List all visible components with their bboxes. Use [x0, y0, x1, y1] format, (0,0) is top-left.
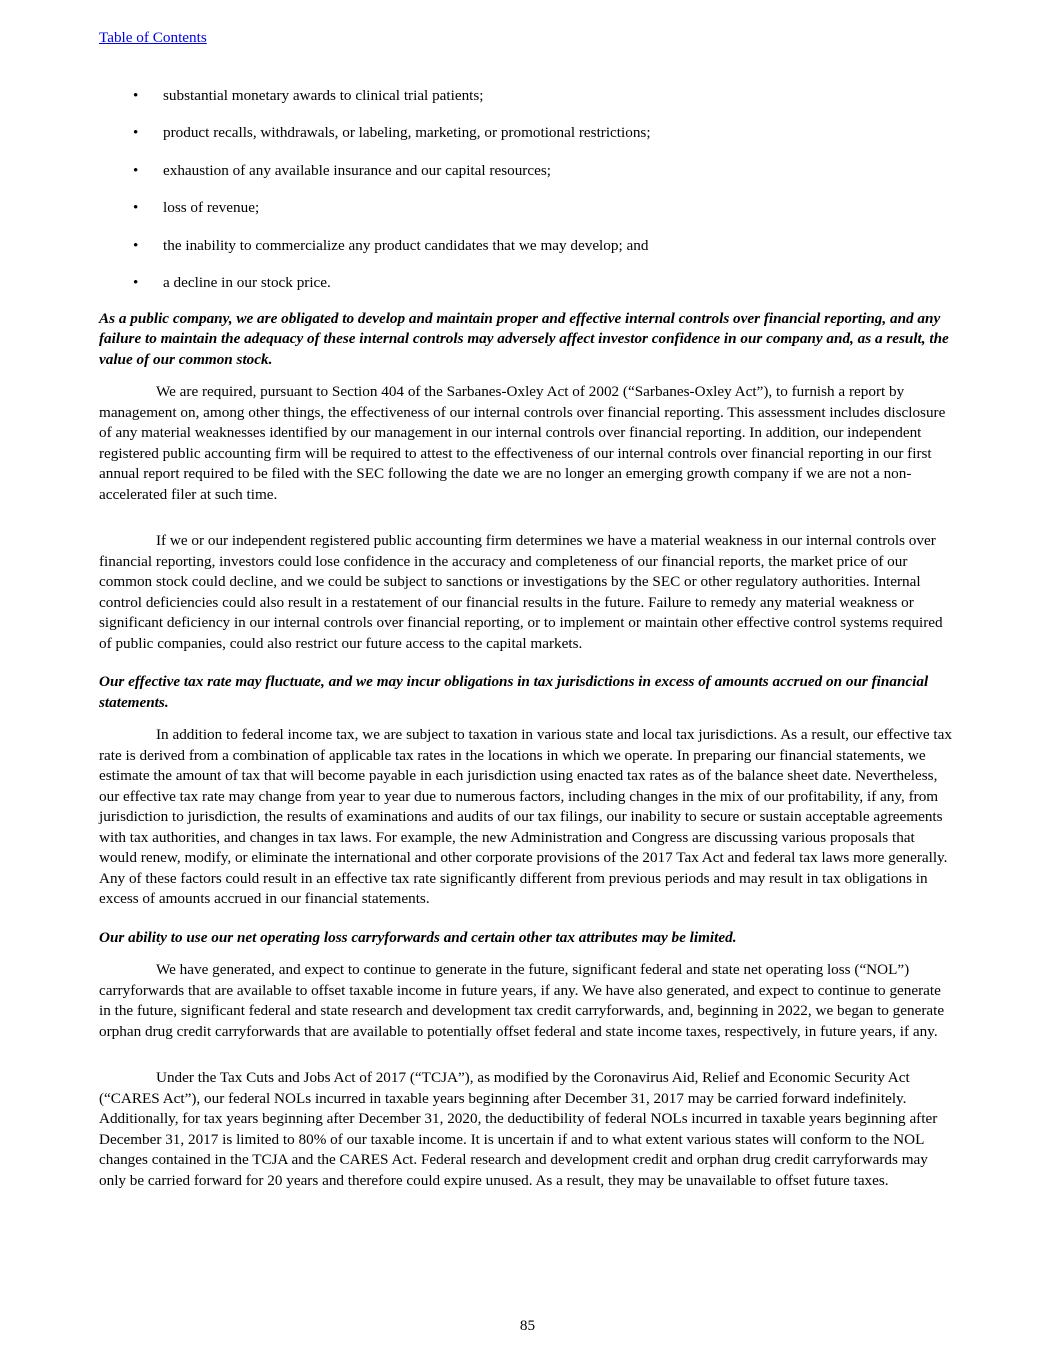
bullet-icon: •: [133, 124, 139, 141]
paragraph-tcja-cares: Under the Tax Cuts and Jobs Act of 2017 (“TCJA”), as modified by the Coronavirus Aid, Relief and Economic Security Act (“CARES Act”), our federal NOLs incurred in taxable years beginning after December 31, 2017 may be carried forward indefinitely. Additionally, for tax years beginning after December 31, 2020, the deductibility of federal NOLs incurred in taxable years beginning after December 31, 2017 is limited to 80% of our taxable income. It is uncertain if and to what extent various states will conform to the NOL changes contained in the TCJA and the CARES Act. Federal research and development credit and orphan drug credit carryforwards may only be carried forward for 20 years and therefore could expire unused. As a result, they may be unavailable to offset future taxes.: [99, 1069, 938, 1189]
bullet-icon: •: [133, 161, 139, 179]
paragraph-tax-jurisdictions: In addition to federal income tax, we are subject to taxation in various state and local tax jurisdictions. As a result, our effective tax rate is derived from a combination of applicable tax rates in the locations in which we operate. In preparing our financial statements, we estimate the amount of tax that will become payable in each jurisdiction using enacted tax rates as of the balance sheet date. Nevertheless, our effective tax rate may change from year to year due to numerous factors, including changes in the mix of our profitability, if any, from jurisdiction to jurisdiction, the results of examinations and audits of our tax filings, our inability to secure or sustain acceptable agreements with tax authorities, and changes in tax laws. For example, the new Administration and Congress are discussing various proposals that would renew, modify, or eliminate the international and other corporate provisions of the 2017 Tax Act and federal tax laws more generally. Any of these factors could result in an effective tax rate significantly different from previous periods and may result in tax obligations in excess of amounts accrued in our financial statements.: [99, 726, 952, 907]
paragraph-nol-generated: We have generated, and expect to continue to generate in the future, significant federal and state net operating loss (“NOL”) carryforwards that are available to offset taxable income in future years, if any. We have also generated, and expect to continue to generate in the future, significant federal and state research and development tax credit carryforwards, and, beginning in 2022, we began to generate orphan drug credit carryforwards that are available to potentially offset federal and state income taxes, respectively, in future years, if any.: [99, 961, 945, 1040]
bullet-text: the inability to commercialize any product candidates that we may develop; and: [163, 236, 649, 254]
bullet-icon: •: [133, 236, 139, 254]
list-item: [99, 198, 955, 219]
list-item: [99, 161, 955, 182]
bullet-list: [99, 86, 955, 294]
bullet-text: loss of revenue;: [163, 199, 260, 216]
paragraph-sarbanes-oxley: We are required, pursuant to Section 404 of the Sarbanes-Oxley Act of 2002 (“Sarbanes-Oxley Act”), to furnish a report by management on, among other things, the effectiveness of our internal controls over financial reporting. This assessment includes disclosure of any material weaknesses identified by our management in our internal controls over financial reporting. In addition, our independent registered public accounting firm will be required to attest to the effectiveness of our internal controls over financial reporting in our first annual report required to be filed with the SEC following the date we are no longer an emerging growth company if we are not a non-accelerated filer at such time.: [99, 383, 946, 503]
risk-heading-nol-carryforwards: Our ability to use our net operating loss carryforwards and certain other tax attributes may be limited.: [99, 928, 737, 946]
risk-heading-effective-tax-rate: Our effective tax rate may fluctuate, and we may incur obligations in tax jurisdictions in excess of amounts accrued on our financial statements.: [99, 673, 929, 711]
page-number: 85: [519, 1317, 536, 1334]
bullet-text: exhaustion of any available insurance and our capital resources;: [163, 161, 551, 179]
list-item: [99, 273, 955, 294]
bullet-icon: •: [133, 86, 139, 104]
bullet-icon: •: [133, 199, 139, 216]
table-of-contents-link[interactable]: Table of Contents: [99, 29, 207, 46]
list-item: [99, 236, 955, 257]
bullet-text: product recalls, withdrawals, or labeling, marketing, or promotional restrictions;: [163, 124, 651, 141]
paragraph-material-weakness: If we or our independent registered public accounting firm determines we have a material weakness in our internal controls over financial reporting, investors could lose confidence in the accuracy and completeness of our financial reports, the market price of our common stock could decline, and we could be subject to sanctions or investigations by the SEC or other regulatory authorities. Internal control deficiencies could also result in a restatement of our financial results in the future. Failure to remedy any material weakness or significant deficiency in our internal controls over financial reporting, or to implement or maintain other effective control systems required of public companies, could also restrict our future access to the capital markets.: [99, 532, 943, 652]
bullet-text: a decline in our stock price.: [163, 274, 331, 291]
list-item: [99, 86, 955, 107]
bullet-icon: •: [133, 274, 139, 291]
list-item: [99, 123, 955, 144]
bullet-text: substantial monetary awards to clinical trial patients;: [163, 86, 484, 104]
risk-heading-internal-controls: As a public company, we are obligated to develop and maintain proper and effective internal controls over financial reporting, and any failure to maintain the adequacy of these internal controls may adversely affect investor confidence in our company and, as a result, the value of our common stock.: [99, 309, 949, 368]
